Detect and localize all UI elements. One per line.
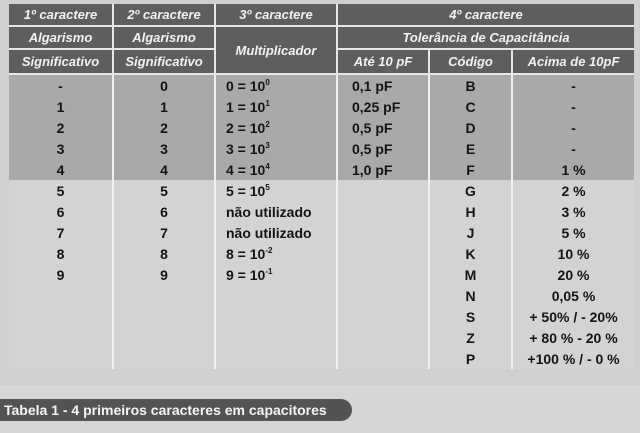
header-col4-a: Até 10 pF [337,49,429,74]
header-col4-c: Acima de 10pF [512,49,634,74]
cell-d2: 5 [113,180,215,201]
cell-above: + 50% / - 20% [512,306,634,327]
cell-d2 [113,327,215,348]
cell-above: - [512,96,634,117]
cell-above: 2 % [512,180,634,201]
cell-d1 [9,327,113,348]
mult-exp: -2 [265,245,273,255]
cell-tol10 [337,180,429,201]
cell-above: 10 % [512,243,634,264]
cell-above: 0,05 % [512,285,634,306]
mult-text: 8 = 10 [226,245,266,262]
cell-code: F [429,159,512,180]
cell-d1 [9,285,113,306]
cell-code: D [429,117,512,138]
cell-d2: 9 [113,264,215,285]
cell-tol10: 0,25 pF [337,96,429,117]
cell-tol10 [337,327,429,348]
header-col2-sub1: Algarismo [113,26,215,49]
header-col2-sub2: Significativo [113,49,215,74]
table-row [9,222,634,243]
header-col3-sub: Multiplicador [215,26,337,74]
cell-d1: 9 [9,264,113,285]
table-row [9,180,634,201]
cell-code: M [429,264,512,285]
cell-d2: 1 [113,96,215,117]
header-col1-sub2: Significativo [9,49,113,74]
mult-text: 4 = 10 [226,161,266,178]
table-row [9,117,634,138]
cell-d2: 4 [113,159,215,180]
cell-code: G [429,180,512,201]
cell-code: Z [429,327,512,348]
table-row [9,327,634,348]
cell-above: +100 % / - 0 % [512,348,634,369]
cell-tol10 [337,306,429,327]
cell-mult [215,96,337,117]
cell-code: N [429,285,512,306]
cell-mult [215,348,337,369]
cell-above: 5 % [512,222,634,243]
cell-mult [215,285,337,306]
cell-above: - [512,117,634,138]
cell-d1 [9,348,113,369]
cell-d2 [113,348,215,369]
cell-tol10: 1,0 pF [337,159,429,180]
cell-d1: 3 [9,138,113,159]
cell-mult [215,222,337,243]
mult-text: 3 = 10 [226,140,266,157]
cell-tol10 [337,201,429,222]
cell-tol10 [337,243,429,264]
mult-exp: 0 [265,77,270,87]
cell-above: - [512,138,634,159]
cell-d1: 2 [9,117,113,138]
cell-mult [215,138,337,159]
cell-code: K [429,243,512,264]
cell-tol10: 0,1 pF [337,74,429,96]
table-caption: Tabela 1 - 4 primeiros caracteres em capacitores [0,399,352,421]
header-col3-title: 3º caractere [215,4,337,26]
cell-code: P [429,348,512,369]
mult-exp: 2 [265,119,270,129]
cell-code: H [429,201,512,222]
cell-tol10 [337,222,429,243]
cell-code: S [429,306,512,327]
cell-d1: 4 [9,159,113,180]
cell-above: 20 % [512,264,634,285]
mult-text: 1 = 10 [226,98,266,115]
cell-mult [215,243,337,264]
mult-exp: -1 [265,266,273,276]
table-row [9,243,634,264]
cell-mult [215,201,337,222]
cell-code: C [429,96,512,117]
mult-text: 5 = 10 [226,182,266,199]
cell-code: J [429,222,512,243]
cell-mult [215,180,337,201]
mult-text: 0 = 10 [226,77,266,94]
cell-d2 [113,306,215,327]
table-row [9,159,634,180]
header-col1-sub1: Algarismo [9,26,113,49]
cell-code: B [429,74,512,96]
cell-mult [215,327,337,348]
header-col4-title: 4º caractere [337,4,634,26]
mult-text: 2 = 10 [226,119,266,136]
cell-mult [215,159,337,180]
table-row [9,201,634,222]
cell-code: E [429,138,512,159]
table-row [9,306,634,327]
cell-d1: 5 [9,180,113,201]
cell-d2: 0 [113,74,215,96]
header-col4-sub: Tolerância de Capacitância [337,26,634,49]
cell-d1: 6 [9,201,113,222]
cell-d2: 3 [113,138,215,159]
mult-text: não utilizado [226,224,312,241]
table-row [9,138,634,159]
capacitor-code-table [9,4,634,369]
cell-d1: 7 [9,222,113,243]
cell-above: 1 % [512,159,634,180]
cell-above: 3 % [512,201,634,222]
table-row [9,285,634,306]
header-col4-b: Código [429,49,512,74]
mult-exp: 1 [265,98,270,108]
cell-mult [215,74,337,96]
cell-tol10: 0,5 pF [337,138,429,159]
mult-exp: 3 [265,140,270,150]
cell-tol10 [337,264,429,285]
cell-mult [215,306,337,327]
cell-d1: - [9,74,113,96]
header-col1-title: 1º caractere [9,4,113,26]
mult-exp: 5 [265,182,270,192]
header-col2-title: 2º caractere [113,4,215,26]
table-body [9,74,634,369]
cell-d1 [9,306,113,327]
table-row [9,74,634,96]
cell-above: + 80 % - 20 % [512,327,634,348]
cell-tol10 [337,348,429,369]
mult-exp: 4 [265,161,270,171]
table-row [9,264,634,285]
cell-above: - [512,74,634,96]
cell-d2: 2 [113,117,215,138]
cell-d2 [113,285,215,306]
cell-mult [215,117,337,138]
mult-text: não utilizado [226,203,312,220]
cell-d2: 6 [113,201,215,222]
table-row [9,96,634,117]
cell-d2: 7 [113,222,215,243]
cell-tol10: 0,5 pF [337,117,429,138]
cell-d1: 8 [9,243,113,264]
table-row [9,348,634,369]
mult-text: 9 = 10 [226,266,266,283]
cell-d2: 8 [113,243,215,264]
cell-tol10 [337,285,429,306]
cell-mult [215,264,337,285]
cell-d1: 1 [9,96,113,117]
